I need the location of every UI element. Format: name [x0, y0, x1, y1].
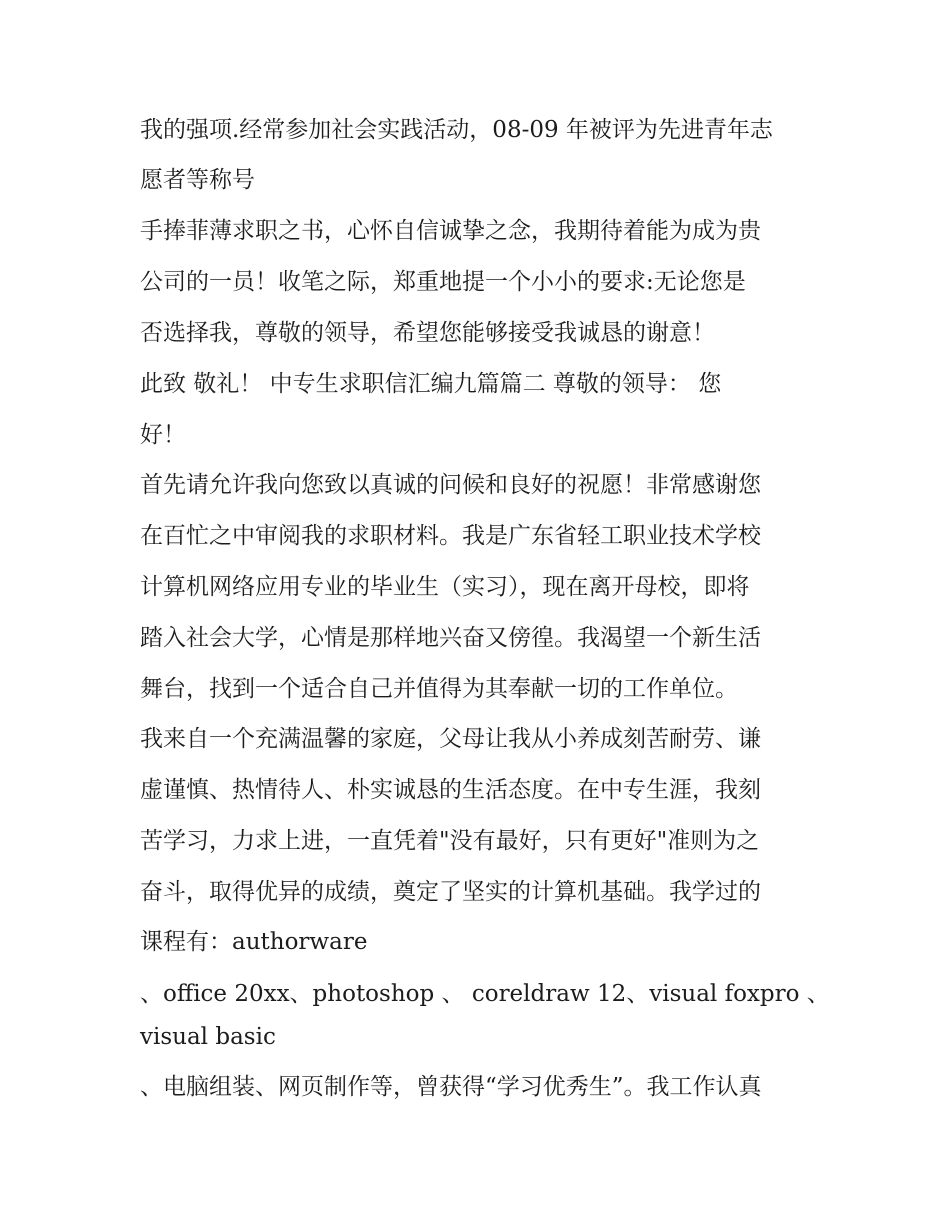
text-line: 愿者等称号 — [140, 167, 255, 193]
text-line: 此致 敬礼！ 中专生求职信汇编九篇篇二 尊敬的领导： 您 — [140, 371, 722, 397]
text-line: 否选择我，尊敬的领导，希望您能够接受我诚恳的谢意！ — [140, 320, 715, 346]
text-line: 苦学习，力求上进，一直凭着"没有最好，只有更好"准则为之 — [140, 828, 760, 854]
text-line: 手捧菲薄求职之书，心怀自信诚挚之念，我期待着能为成为贵 — [140, 218, 761, 244]
text-line: 我的强项.经常参加社会实践活动，08-09 年被评为先进青年志 — [140, 117, 773, 143]
text-line: 好！ — [140, 422, 186, 448]
text-line: 奋斗，取得优异的成绩，奠定了坚实的计算机基础。我学过的 — [140, 879, 761, 905]
text-line: visual basic — [140, 1024, 276, 1050]
text-line: 首先请允许我向您致以真诚的问候和良好的祝愿！非常感谢您 — [140, 472, 761, 498]
text-line: 课程有：authorware — [140, 929, 368, 955]
text-line: 我来自一个充满温馨的家庭，父母让我从小养成刻苦耐劳、谦 — [140, 726, 761, 752]
text-line: 在百忙之中审阅我的求职材料。我是广东省轻工职业技术学校 — [140, 523, 761, 549]
text-line: 踏入社会大学，心情是那样地兴奋又傍徨。我渴望一个新生活 — [140, 625, 761, 651]
text-line: 计算机网络应用专业的毕业生（实习），现在离开母校，即将 — [140, 574, 750, 600]
text-line: 虚谨慎、热情待人、朴实诚恳的生活态度。在中专生涯，我刻 — [140, 777, 761, 803]
text-line: 、电脑组装、网页制作等，曾获得“学习优秀生”。我工作认真 — [140, 1074, 762, 1100]
text-line: 舞台，找到一个适合自己并值得为其奉献一切的工作单位。 — [140, 676, 738, 702]
text-line: 公司的一员！收笔之际，郑重地提一个小小的要求:无论您是 — [140, 269, 746, 295]
text-line: 、office 20xx、photoshop 、 coreldraw 12、visual foxpro 、 — [140, 981, 830, 1007]
